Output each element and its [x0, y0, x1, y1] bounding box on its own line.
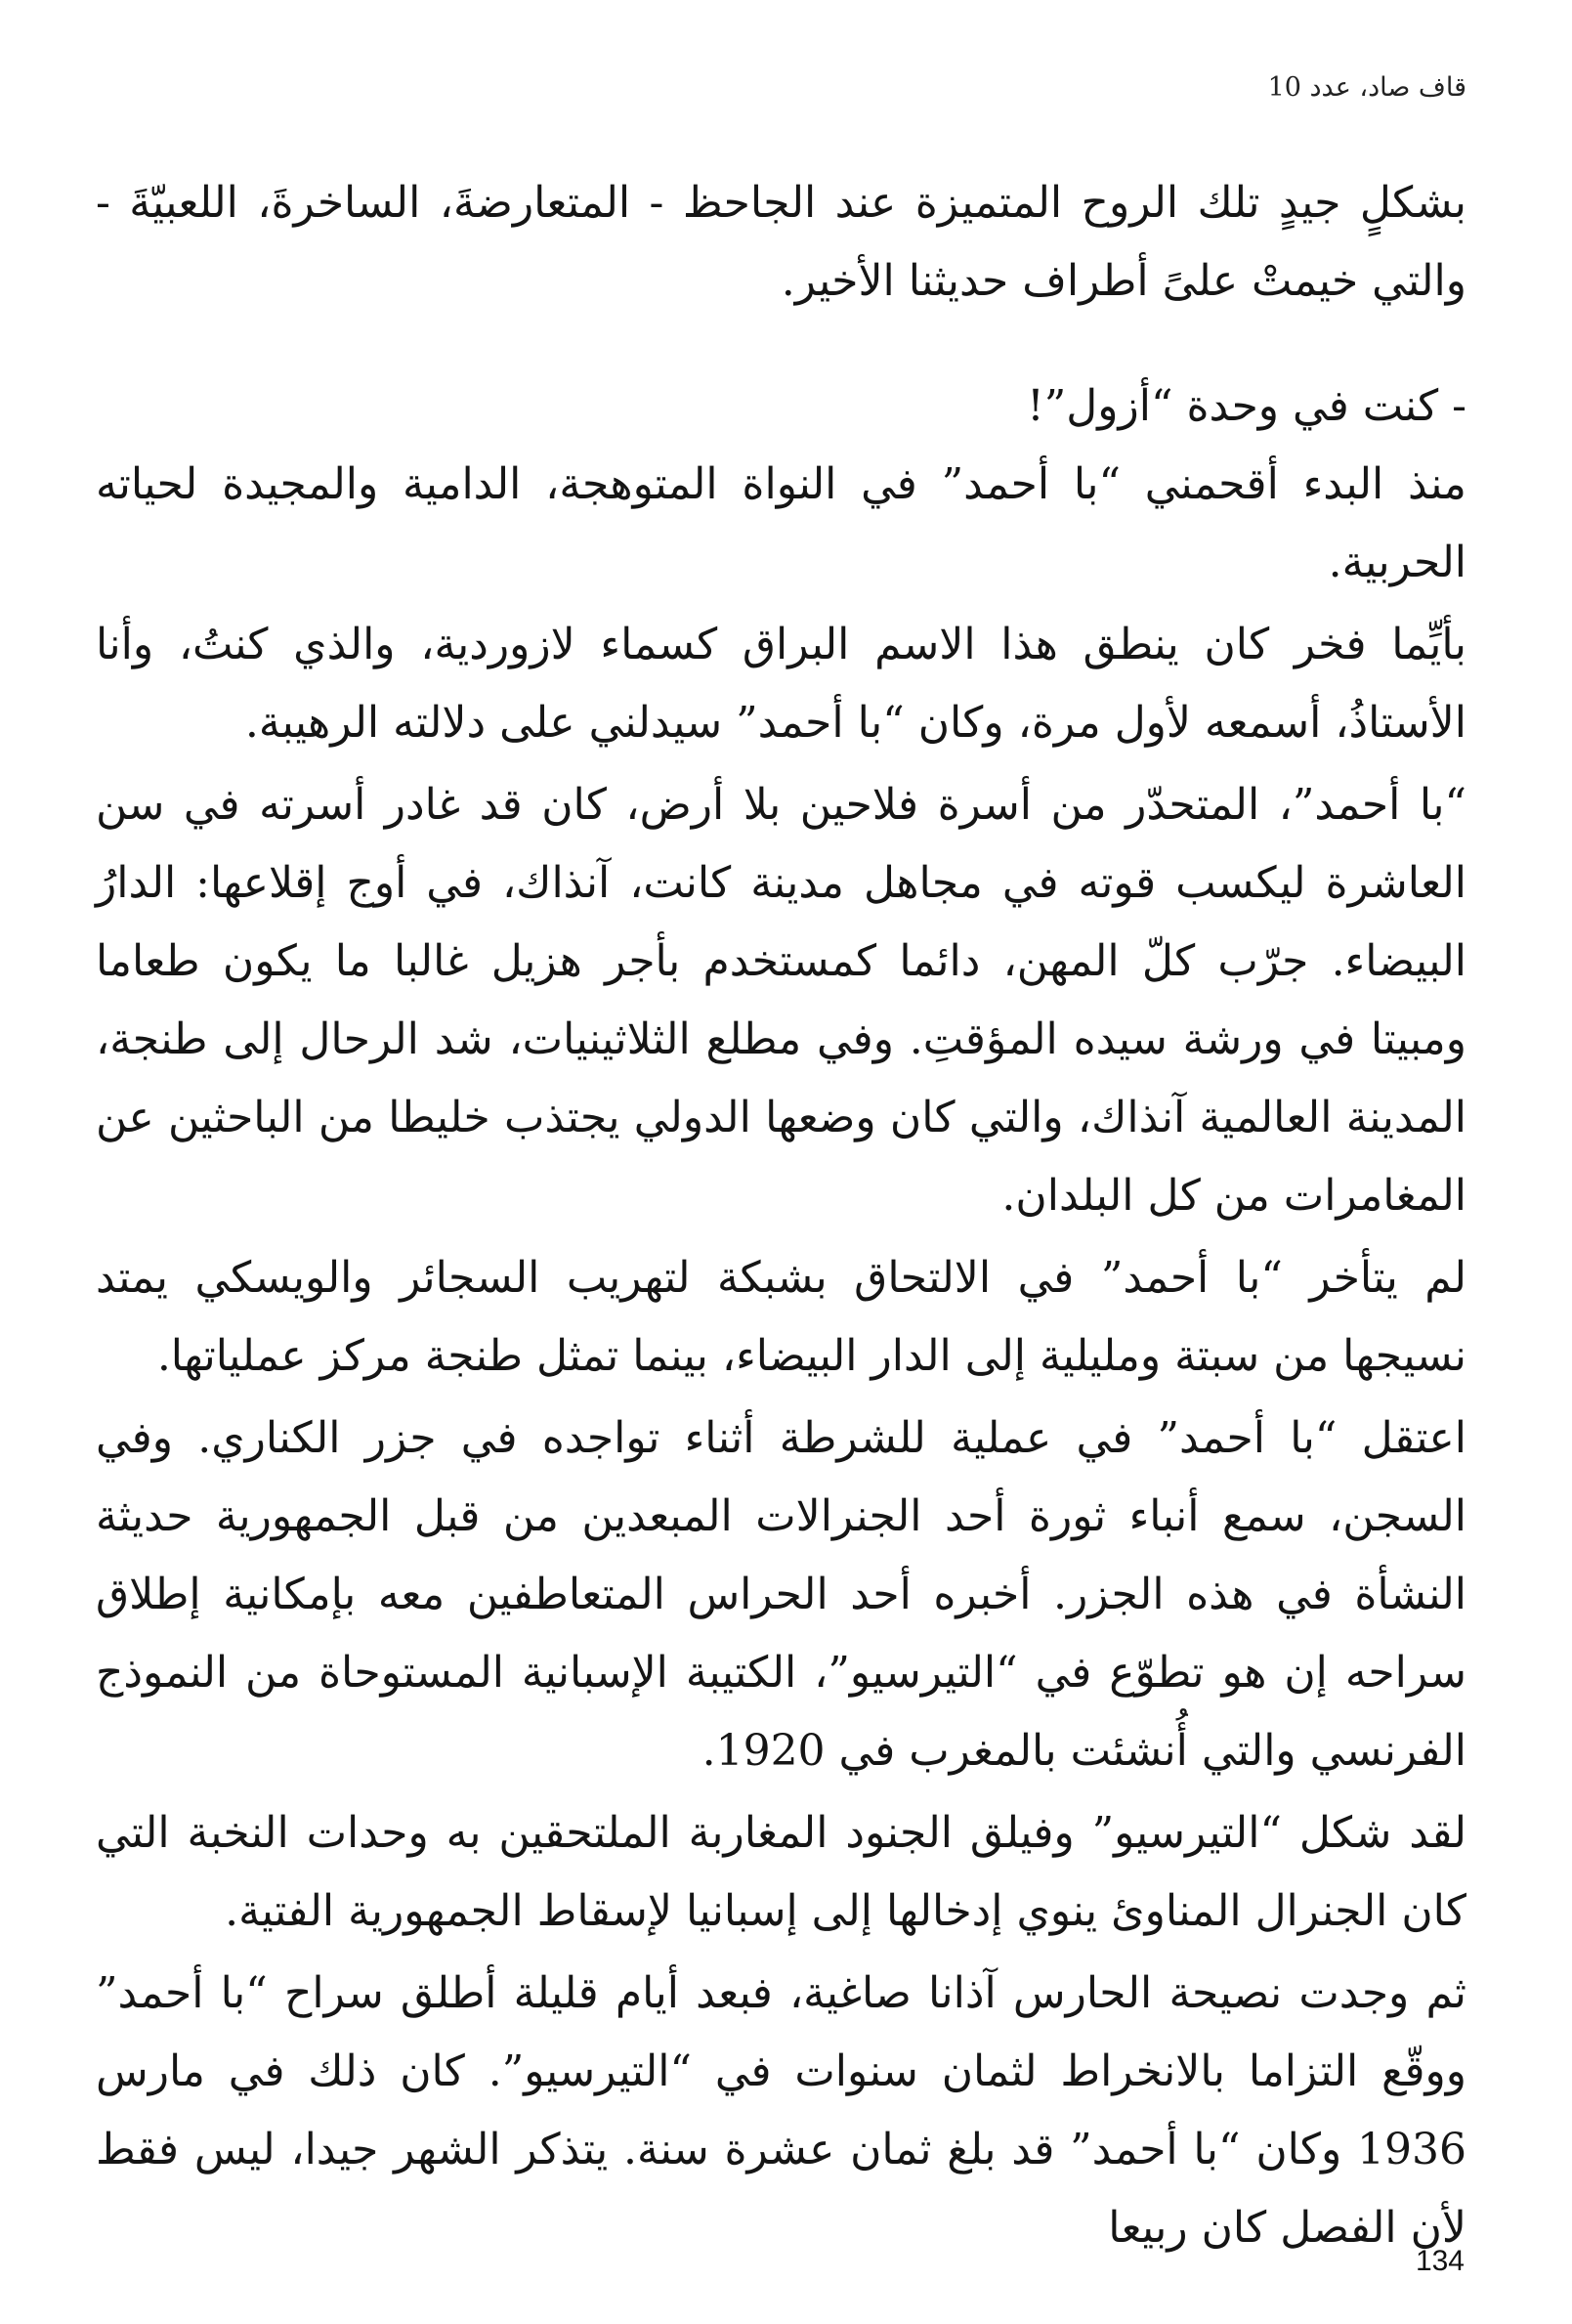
paragraph-4: بأيِّما فخر كان ينطق هذا الاسم البراق كسماء لازوردية، والذي كنتُ، وأنا الأستاذُ، أسمعه لأول مرة، وكان “با أحمد” سيدلني على دلالته الرهيبة.: [96, 620, 1466, 748]
paragraph-5: “با أحمد”، المتحدّر من أسرة فلاحين بلا أرض، كان قد غادر أسرته في سن العاشرة ليكسب قوته في مجاهل مدينة كانت، آنذاك، في أوج إقلاعها: الدارُ البيضاء. جرّب كلّ المهن، دائما كمستخدم بأجر هزيل غالبا ما يكون طعاما ومبيتا في ورشة سيده المؤقتِ. وفي مطلع الثلاثينيات، شد الرحال إلى طنجة، المدينة العالمية آنذاك، والتي كان وضعها الدولي يجتذب خليطا من الباحثين عن المغامرات من كل البلدان.: [96, 780, 1466, 1221]
paragraph-6: لم يتأخر “با أحمد” في الالتحاق بشبكة لتهريب السجائر والويسكي يمتد نسيجها من سبتة ومليلية إلى الدار البيضاء، بينما تمثل طنجة مركز عملياتها.: [96, 1253, 1466, 1381]
paragraph-7: اعتقل “با أحمد” في عملية للشرطة أثناء تواجده في جزر الكناري. وفي السجن، سمع أنباء ثورة أحد الجنرالات المبعدين من قبل الجمهورية حديثة النشأة في هذه الجزر. أخبره أحد الحراس المتعاطفين معه بإمكانية إطلاق سراحه إن هو تطوّع في “التيرسيو”، الكتيبة الإسبانية المستوحاة من النموذج الفرنسي والتي أُنشئت بالمغرب في 1920.: [96, 1413, 1466, 1776]
paragraph-3: منذ البدء أقحمني “با أحمد” في النواة المتوهجة، الدامية والمجيدة لحياته الحربية.: [96, 459, 1466, 587]
paragraph-1: بشكلٍ جيدٍ تلك الروح المتميزة عند الجاحظ - المتعارضةَ، الساخرةَ، اللعبيّةَ - والتي خيمتْ علىً أطراف حديثنا الأخير.: [96, 178, 1466, 306]
paragraph-9: ثم وجدت نصيحة الحارس آذانا صاغية، فبعد أيام قليلة أطلق سراح “با أحمد” ووقّع التزاما بالانخراط لثمان سنوات في “التيرسيو”. كان ذلك في مارس 1936 وكان “با أحمد” قد بلغ ثمان عشرة سنة. يتذكر الشهر جيدا، ليس فقط لأن الفصل كان ربيعا: [96, 1968, 1466, 2253]
paragraph-8: لقد شكل “التيرسيو” وفيلق الجنود المغاربة الملتحقين به وحدات النخبة التي كان الجنرال المناوئ ينوي إدخالها إلى إسبانيا لإسقاط الجمهورية الفتية.: [96, 1808, 1466, 1936]
running-header: قاف صاد، عدد 10: [1267, 72, 1466, 103]
paragraph-2: - كنت في وحدة “أزول”!: [1027, 381, 1466, 431]
body-text: [96, 164, 1466, 2267]
page-number: 134: [1415, 2245, 1465, 2277]
section-gap: [96, 321, 1466, 367]
